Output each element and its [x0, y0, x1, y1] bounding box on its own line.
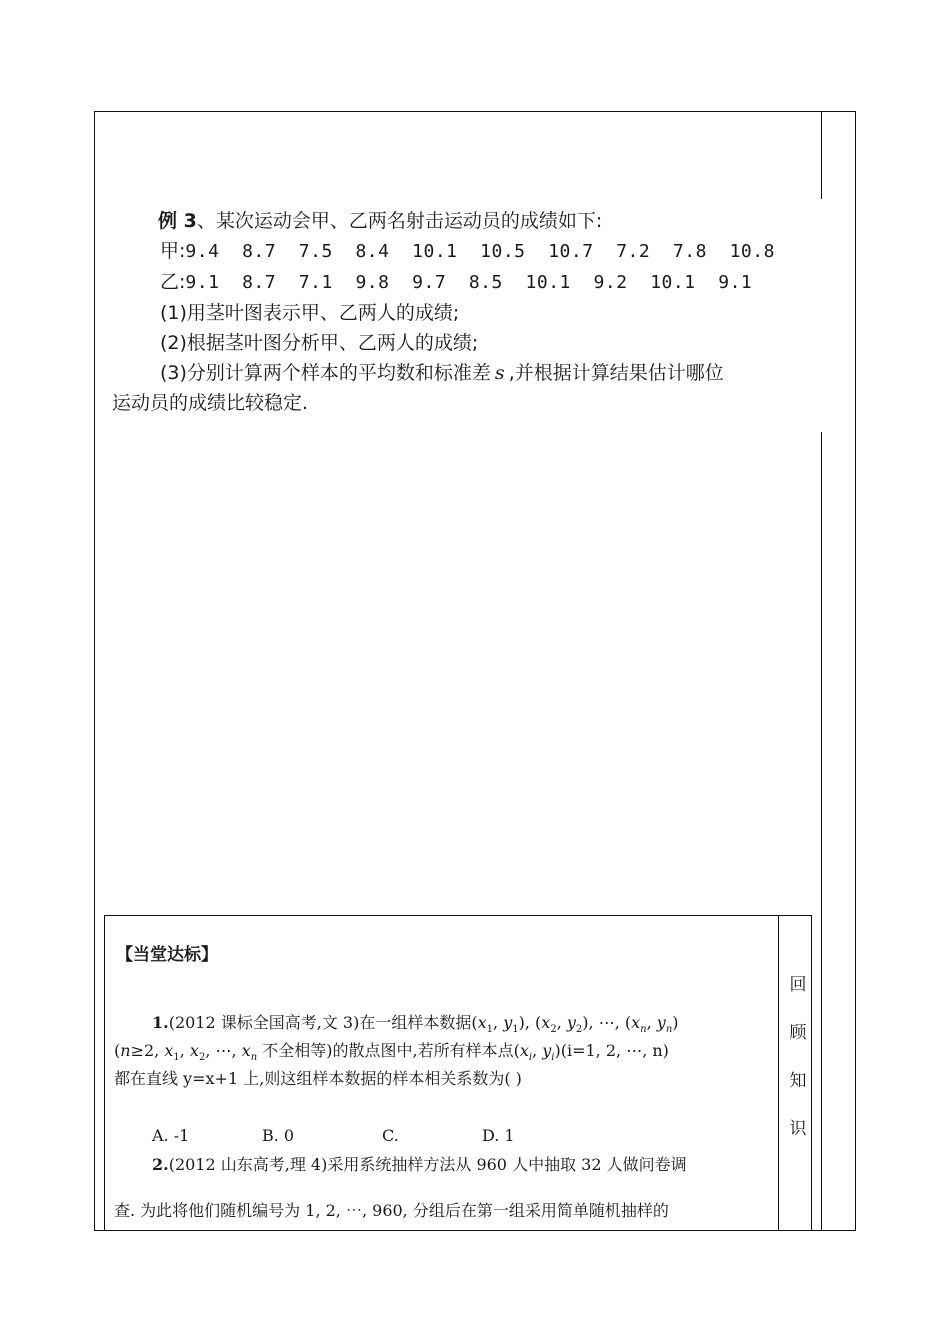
variable-s: s [494, 362, 505, 384]
problem-1-options [152, 1126, 515, 1145]
example-title: 例 3、某次运动会甲、乙两名射击运动员的成绩如下: [158, 210, 603, 232]
column-divider-top [821, 111, 822, 199]
side-label-char: 回 [789, 975, 807, 995]
side-label-char: 顾 [789, 1023, 807, 1043]
question-3-cont: 运动员的成绩比较稳定. [112, 392, 309, 414]
yi-scores: 9.1 8.7 7.1 9.8 9.7 8.5 10.1 9.2 10.1 9.1 [185, 272, 753, 293]
option-b: B. 0 [262, 1126, 295, 1145]
example-number: 例 3 [158, 210, 197, 232]
option-c: C. [382, 1126, 399, 1145]
jia-scores-row: 甲:9.4 8.7 7.5 8.4 10.1 10.5 10.7 7.2 7.8 10.8 [160, 240, 775, 262]
problem-1-line-3: 都在直线 y=x+1 上,则这组样本数据的样本相关系数为( ) [114, 1069, 522, 1088]
option-d: D. 1 [482, 1126, 515, 1145]
problem-2-line-2: 查. 为此将他们随机编号为 1, 2, ⋯, 960, 分组后在第一组采用简单随机抽样的 [114, 1201, 669, 1220]
question-1: (1)用茎叶图表示甲、乙两人的成绩; [160, 302, 460, 324]
question-3: (3)分别计算两个样本的平均数和标准差 s ,并根据计算结果估计哪位 [160, 362, 724, 384]
example-3 [112, 206, 852, 418]
side-label-char: 识 [789, 1119, 807, 1139]
jia-scores: 9.4 8.7 7.5 8.4 10.1 10.5 10.7 7.2 7.8 10.8 [185, 241, 775, 262]
problem-2-line-1: 2.(2012 山东高考,理 4)采用系统抽样方法从 960 人中抽取 32 人做问卷调 [152, 1155, 687, 1174]
section-title: 【当堂达标】 [116, 945, 218, 965]
problem-1-line-2: (n≥2, $x_1$, $x_2$, ⋯, $x_n$ 不全相等)的散点图中,若所有样本点($x_i$, $y_i)(i=1$, 2, ⋯, n) [114, 1041, 669, 1064]
question-2: (2)根据茎叶图分析甲、乙两人的成绩; [160, 332, 479, 354]
problem-1-line-1: 1.(2012 课标全国高考,文 3)在一组样本数据($x_1$, $y_1$), ($x_2$, $y_2$), ⋯, ($x_n$, $y_n$) [152, 1013, 679, 1036]
column-divider [821, 432, 822, 1231]
side-label-char: 知 [789, 1071, 807, 1091]
practice-side-divider [778, 915, 779, 1231]
yi-scores-row: 乙:9.1 8.7 7.1 9.8 9.7 8.5 10.1 9.2 10.1 9.1 [160, 271, 753, 293]
option-a: A. -1 [152, 1126, 190, 1145]
